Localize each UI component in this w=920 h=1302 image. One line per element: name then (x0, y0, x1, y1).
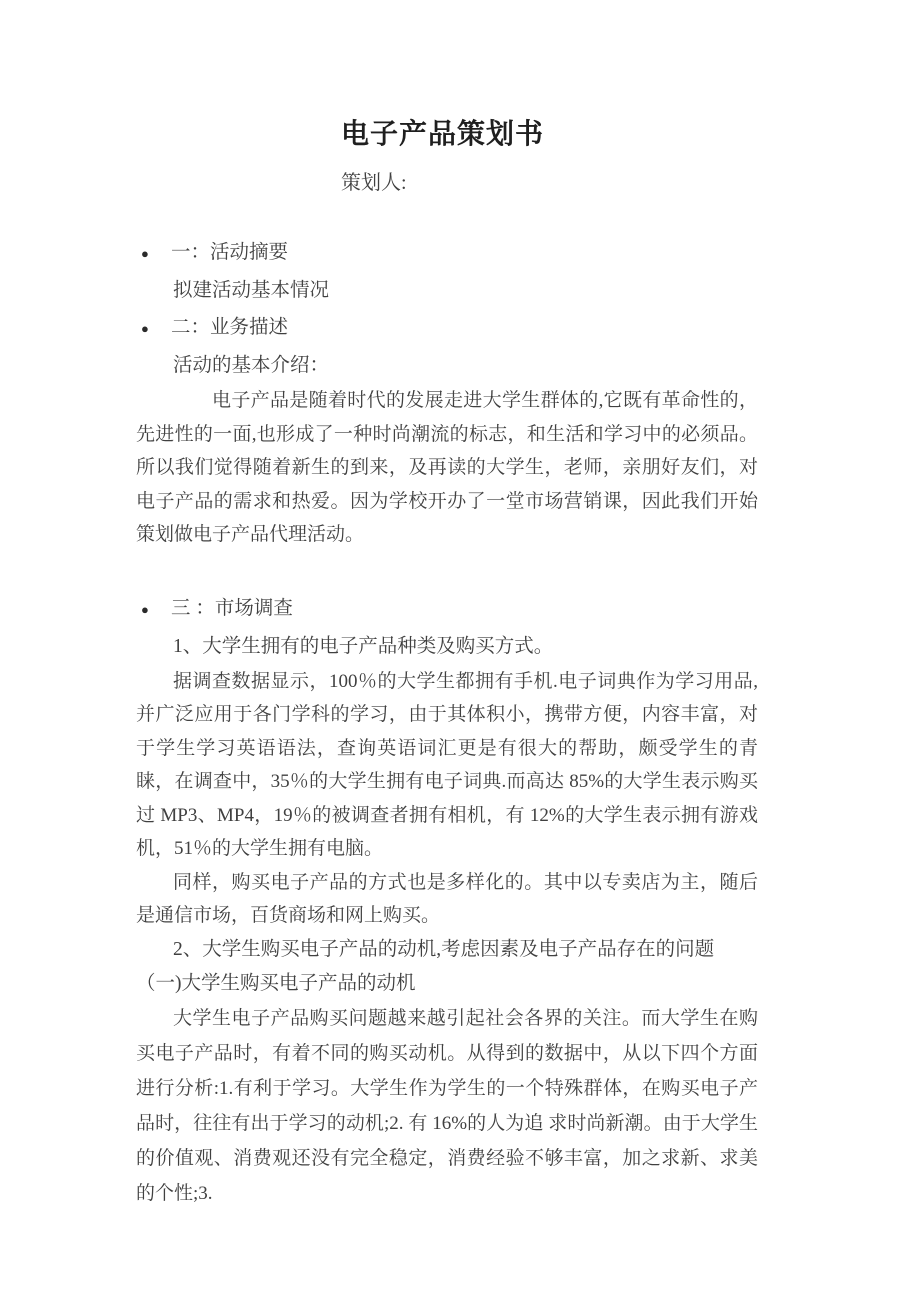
section-subline: 拟建活动基本情况 (173, 280, 330, 301)
paragraph-intro: 电子产品是随着时代的发展走进大学生群体的,它既有革命性的，先进性的一面,也形成了一种时尚潮流的标志，和生活和学习中的必须品。 所以我们觉得随着新生的到来，及再读的大学生，老师，亲朋好友们，对电子产品的需求和热爱。因为学校开办了一堂市场营销课，因此我们开始策划做电子产品代理活动。 (136, 390, 758, 545)
paragraph-motivation: 大学生电子产品购买问题越来越引起社会各界的关注。而大学生在购买电子产品时，有着不同的购买动机。从得到的数据中，从以下四个方面进行分析:1.有利于学习。大学生作为学生的一个特殊群体，在购买电子产品时，往往有出于学习的动机;2. 有 16%的人为追 求时尚新潮。由于大学生的价值观、消费观还没有完全稳定，消费经验不够丰富，加之求新、求美的个性;3. (136, 1007, 758, 1204)
section-heading: 二：业务描述 (171, 317, 289, 338)
bullet-icon: ● (141, 246, 149, 261)
subheading-motivation: （一)大学生购买电子产品的动机 (136, 972, 416, 994)
section-subline: 活动的基本介绍： (173, 355, 330, 376)
section-heading: 三 ：市场调查 (171, 597, 293, 619)
subheading-item-1: 1、大学生拥有的电子产品种类及购买方式。 (173, 635, 554, 657)
planner-label: 策划人: (341, 172, 407, 194)
subheading-item-2: 2、大学生购买电子产品的动机,考虑因素及电子产品存在的问题 (173, 938, 715, 960)
bullet-icon: ● (141, 321, 149, 336)
section-item-summary (136, 234, 758, 272)
section-item-market-survey (136, 590, 758, 628)
document-title: 电子产品策划书 (341, 119, 545, 150)
paragraph-survey-data: 据调查数据显示，100％的大学生都拥有手机.电子词典作为学习用品,并广泛应用于各门学科的学习，由于其体积小，携带方便，内容丰富，对于学生学习英语语法，查询英语词汇更是有很大的帮助，颇受学生的青睐，在调查中，35％的大学生拥有电子词典.而高达 85%的大学生表示购买过 MP3、MP4，19％的被调查者拥有相机，有 12%的大学生表示拥有游戏机，51％的大学生拥有电脑。 (136, 670, 758, 859)
section-item-business (136, 309, 758, 347)
section-heading: 一：活动摘要 (171, 242, 289, 263)
paragraph-purchase-channels: 同样，购买电子产品的方式也是多样化的。其中以专卖店为主，随后是通信市场，百货商场和网上购买。 (136, 871, 758, 926)
bullet-icon: ● (141, 601, 149, 617)
